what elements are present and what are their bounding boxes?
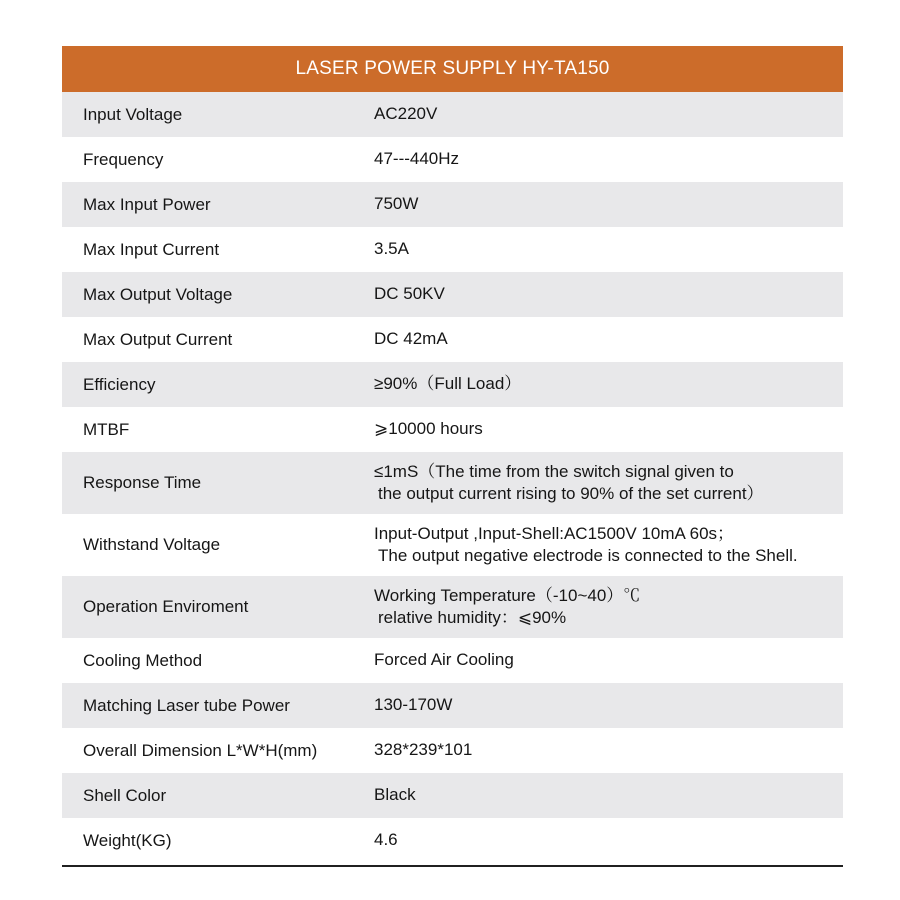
spec-value-line: Working Temperature（-10~40）℃	[374, 585, 641, 605]
spec-label: Cooling Method	[83, 650, 203, 670]
spec-sheet-title: LASER POWER SUPPLY HY-TA150	[62, 46, 843, 92]
table-bottom-rule	[62, 865, 843, 867]
spec-label: Response Time	[83, 473, 202, 493]
table-row	[62, 362, 843, 407]
table-row	[62, 182, 843, 227]
spec-value-line: The output negative electrode is connected to the Shell.	[378, 546, 798, 565]
table-row	[62, 227, 843, 272]
table-row	[62, 818, 843, 863]
table-row	[62, 452, 843, 514]
spec-value: Forced Air Cooling	[374, 650, 514, 670]
table-row	[62, 683, 843, 728]
spec-label: Input Voltage	[83, 104, 183, 124]
spec-value: AC220V	[374, 104, 438, 124]
spec-value: DC 50KV	[374, 284, 445, 304]
table-row	[62, 514, 843, 576]
spec-label: Shell Color	[83, 785, 167, 805]
table-row	[62, 272, 843, 317]
spec-label: Overall Dimension L*W*H(mm)	[83, 740, 318, 760]
spec-value-line: the output current rising to 90% of the set current）	[378, 484, 764, 503]
spec-label: Max Input Power	[83, 194, 211, 214]
table-row	[62, 92, 843, 137]
table-row	[62, 576, 843, 638]
table-row	[62, 317, 843, 362]
spec-label: Max Output Current	[83, 329, 233, 349]
spec-label: Withstand Voltage	[83, 535, 221, 555]
table-row	[62, 638, 843, 683]
spec-label: Operation Enviroment	[83, 597, 249, 617]
table-row	[62, 407, 843, 452]
spec-value: 47---440Hz	[374, 149, 460, 169]
specification-sheet	[62, 46, 843, 867]
spec-value	[374, 461, 843, 505]
specification-table	[62, 92, 843, 863]
spec-value: 4.6	[374, 830, 398, 850]
spec-value-line: relative humidity：⩽90%	[378, 608, 567, 627]
spec-value: 328*239*101	[374, 740, 473, 760]
table-row	[62, 728, 843, 773]
spec-label: Weight(KG)	[83, 830, 172, 850]
spec-value: 130-170W	[374, 695, 453, 715]
spec-label: MTBF	[83, 419, 130, 439]
spec-value	[374, 523, 843, 567]
spec-value: ⩾10000 hours	[374, 419, 483, 439]
spec-value: 3.5A	[374, 239, 409, 259]
spec-value-line: Input-Output ,Input-Shell:AC1500V 10mA 60s；	[374, 523, 735, 543]
table-row	[62, 137, 843, 182]
spec-value: 750W	[374, 194, 419, 214]
spec-label: Matching Laser tube Power	[83, 695, 290, 715]
spec-value	[374, 585, 843, 629]
spec-value: Black	[374, 785, 416, 805]
spec-label: Efficiency	[83, 374, 156, 394]
spec-value-line: ≤1mS（The time from the switch signal given to	[374, 461, 734, 481]
spec-label: Max Output Voltage	[83, 284, 233, 304]
spec-value: ≥90%（Full Load）	[374, 374, 522, 394]
spec-label: Frequency	[83, 149, 164, 169]
table-row	[62, 773, 843, 818]
spec-label: Max Input Current	[83, 239, 220, 259]
spec-value: DC 42mA	[374, 329, 448, 349]
